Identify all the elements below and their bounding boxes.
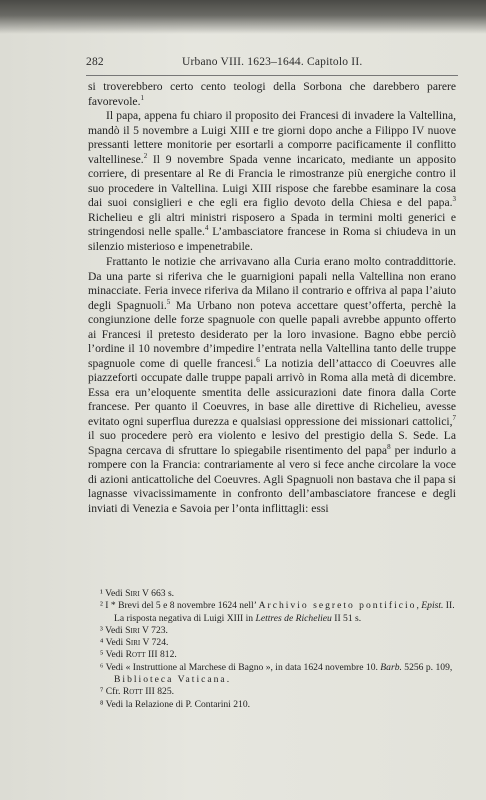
footnote-7: ⁷ Cfr. Rott III 825. (100, 686, 175, 698)
footnote-5: ⁵ Vedi Rott III 812. (100, 649, 177, 661)
footnote-6: ⁶ Vedi « Instruttione al Marchese di Bagno », in data 1624 novembre 10. Barb. 5256 p. 109, Biblioteca Vaticana. (100, 661, 453, 686)
footnotes (100, 588, 456, 711)
note-ref: 5 (166, 297, 171, 306)
footnote-4: ⁴ Vedi Siri V 724. (100, 637, 169, 649)
body-text (88, 80, 456, 516)
note-ref: 2 (143, 151, 148, 160)
paragraph-1: si troverebbero certo cento teologi della Sorbona che darebbero parere favorevole.$^1$ (88, 80, 456, 108)
footnote-2: ² I * Brevi del 5 e 8 novembre 1624 nell’ Archivio segreto pontificio, Epist. II. La risposta negativa di Luigi XIII in Lettres de Richelieu II 51 s. (100, 600, 455, 624)
note-ref: 8 (387, 442, 391, 451)
page-top-shadow (0, 0, 486, 34)
footnote-3: ³ Vedi Siri V 723. (100, 624, 168, 636)
running-title: Urbano VIII. 1623–1644. Capitolo II. (182, 56, 363, 68)
note-ref: 4 (204, 224, 209, 233)
header-rule (86, 75, 458, 76)
footnote-1: ¹ Vedi Siri V 663 s. (100, 588, 175, 599)
note-ref: 3 (452, 195, 456, 204)
paragraph-3: Frattanto le notizie che arrivavano alla Curia erano molto contraddittorie. Da una parte si riferiva che le guarnigioni papali nella Valtellina non erano minacciate. Feria invece riferiva da Milano il contrario e offriva al papa l’aiuto degli Spagnuoli.$^5$ Ma Urbano non poteva accettare quest’offerta, perchè la congiunzione delle forze spagnuole con quelle papali avrebbe appunto offerto ai Francesi il pretesto desiderato per la loro invasione. Bagno ebbe perciò l’ordine il 10 novembre d’impedire l’entrata nella Valtellina tanto delle truppe spagnuole come di quelle francesi.$^6$ La notizia dell’attacco di Coeuvres alle piazzeforti occupate dalle truppe papali arrivò in Roma alla metà di dicembre. Essa era un’eloquente smentita delle assicurazioni date finora dalla Corte francese. Per quanto il Coeuvres, in base alle direttive di Richelieu, avesse evitato ogni superflua durezza e qualsiasi oppressione dei missionari cattolici,$^7$ il suo procedere però era violento e lesivo del prestigio della S. Sede. La Spagna cercava di sfruttare lo spiegabile risentimento del papa$^8$ per indurlo a rompere con la Francia: contrariamente al vero si fece anche circolare la voce di azioni anticattoliche del Coeuvres. Agli Spagnuoli non bastava che il papa si lagnasse vivacissimamente in confronto dell’ambasciatore francese e degli inviati di Venezia e Savoia per l’onta inflittagli: essi (88, 255, 456, 515)
note-ref: 7 (452, 413, 456, 422)
note-ref: 6 (256, 355, 260, 364)
paragraph-2: Il papa, appena fu chiaro il proposito dei Francesi di invadere la Valtellina, mandò il 5 novembre a Luigi XIII e tre giorni dopo anche a Filippo IV nuove pressanti lettere monitorie per esortarli a comporre pacificamente il conflitto valtellinese.$^2$ Il 9 novembre Spada venne incaricato, mediante un apposito corriere, di presentare al Re di Francia le rimostranze più energiche contro il suo procedere in Valtellina. Luigi XIII rispose che farebbe esaminare la cosa dai suoi consiglieri e che egli era figlio devoto della Chiesa e del papa.$^3$ Richelieu e gli altri ministri risposero a Spada in termini molti generici e stringendosi nelle spalle.$^4$ L’ambasciatore francese in Roma si chiudeva in un silenzio misterioso e impenetrabile. (88, 109, 456, 253)
footnote-8: ⁸ Vedi la Relazione di P. Contarini 210. (100, 698, 251, 710)
page-number: 282 (86, 56, 104, 68)
note-ref: 1 (140, 93, 144, 102)
